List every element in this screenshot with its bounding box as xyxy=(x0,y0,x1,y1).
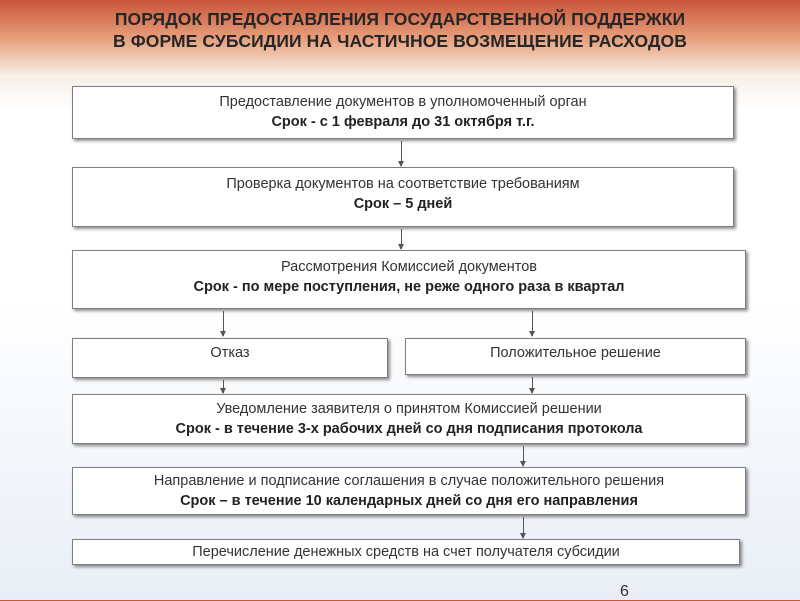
arrow-notification-to-agreement xyxy=(523,446,524,466)
step-verification-term: Срок – 5 дней xyxy=(353,196,453,212)
arrow-review-to-refusal xyxy=(223,311,224,336)
step-agreement-text: Направление и подписание соглашения в случае положительного решения xyxy=(153,473,665,489)
step-approval-text: Положительное решение xyxy=(490,345,661,361)
step-submission-text: Предоставление документов в уполномоченный орган xyxy=(219,94,587,110)
step-notification-term: Срок - в течение 3-х рабочих дней со дня подписания протокола xyxy=(175,421,643,437)
title-line-2: В ФОРМЕ СУБСИДИИ НА ЧАСТИЧНОЕ ВОЗМЕЩЕНИЕ РАСХОДОВ xyxy=(113,31,687,51)
step-transfer-text: Перечисление денежных средств на счет получателя субсидии xyxy=(192,544,620,560)
arrow-approval-to-notification xyxy=(532,377,533,393)
step-refusal-text: Отказ xyxy=(210,345,250,361)
step-review-text: Рассмотрения Комиссией документов xyxy=(280,259,537,275)
step-notification xyxy=(72,394,746,444)
step-refusal xyxy=(72,338,388,378)
step-transfer xyxy=(72,539,740,565)
step-notification-text: Уведомление заявителя о принятом Комиссией решении xyxy=(216,401,602,417)
step-verification xyxy=(72,167,734,227)
step-submission-term: Срок - с 1 февраля до 31 октября т.г. xyxy=(271,114,535,130)
step-approval xyxy=(405,338,746,375)
arrow-review-to-approval xyxy=(532,311,533,336)
step-review-term: Срок - по мере поступления, не реже одного раза в квартал xyxy=(193,279,625,295)
page-number: 6 xyxy=(620,583,629,600)
step-submission xyxy=(72,86,734,139)
title-line-1: ПОРЯДОК ПРЕДОСТАВЛЕНИЯ ГОСУДАРСТВЕННОЙ ПОДДЕРЖКИ xyxy=(114,9,686,29)
step-agreement xyxy=(72,467,746,515)
arrow-agreement-to-transfer xyxy=(523,517,524,538)
step-agreement-term: Срок – в течение 10 календарных дней со дня его направления xyxy=(180,493,638,509)
step-verification-text: Проверка документов на соответствие требованиям xyxy=(226,176,580,192)
arrow-refusal-to-notification xyxy=(223,380,224,393)
step-review xyxy=(72,250,746,309)
arrow-verification-to-review xyxy=(401,229,402,249)
arrow-submission-to-verification xyxy=(401,141,402,166)
slide-title xyxy=(0,8,800,52)
